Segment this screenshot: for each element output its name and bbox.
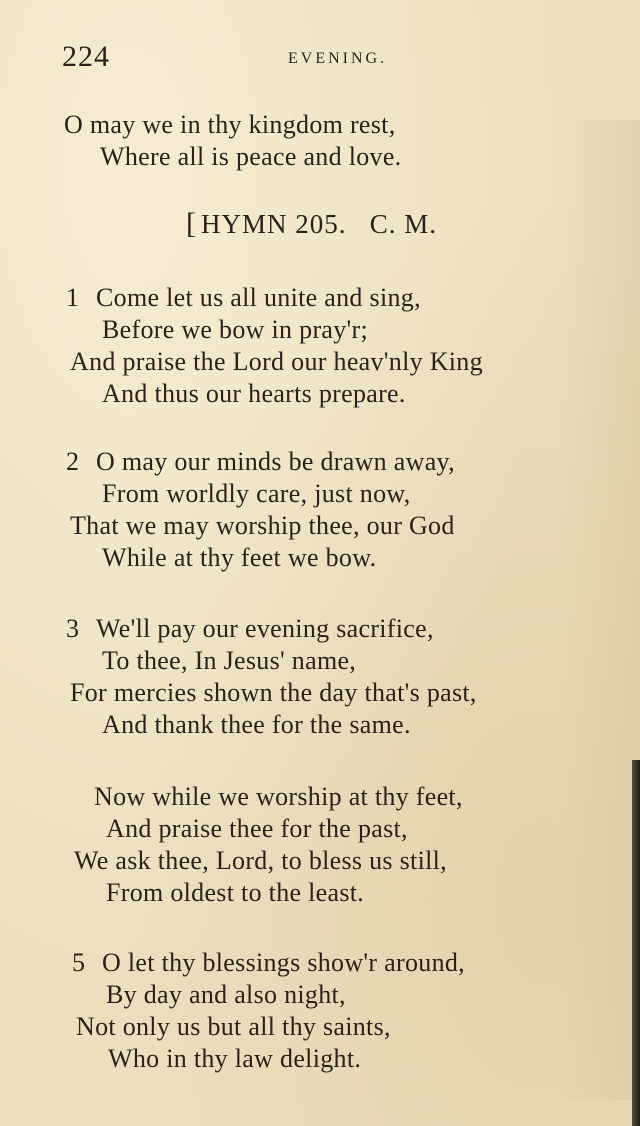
hymn-title [186, 207, 437, 241]
stanza-number: 5 [72, 948, 86, 977]
stanza-2-line-2: From worldly care, just now, [102, 479, 411, 508]
carryover-line-1: O may we in thy kingdom rest, [64, 110, 396, 139]
page-number: 224 [62, 40, 110, 73]
stanza-3-line-1 [66, 614, 434, 644]
show-through-shadow [560, 120, 640, 1100]
stanza-1-line-1 [66, 283, 421, 313]
hymn-meter: C. M. [369, 209, 438, 239]
title-bracket: [ [186, 207, 197, 240]
stanza-4-line-3: We ask thee, Lord, to bless us still, [74, 846, 447, 875]
stanza-5-line-3: Not only us but all thy saints, [76, 1012, 391, 1041]
carryover-line-2: Where all is peace and love. [100, 142, 402, 171]
stanza-4-line-2: And praise thee for the past, [106, 814, 408, 843]
stanza-3-line-3: For mercies shown the day that's past, [70, 678, 477, 707]
stanza-1-line-2: Before we bow in pray'r; [102, 315, 369, 344]
stanza-4-line-4: From oldest to the least. [106, 878, 365, 907]
stanza-5-line-2: By day and also night, [106, 980, 346, 1009]
stanza-2-line-1 [66, 447, 455, 477]
stanza-1-line-3: And praise the Lord our heav'nly King [70, 347, 483, 376]
page-header [62, 40, 582, 80]
running-head: EVENING. [288, 50, 388, 67]
verse-line: O may our minds be drawn away, [96, 447, 455, 476]
hymn-number: HYMN 205. [201, 209, 347, 239]
stanza-number: 1 [66, 283, 80, 312]
stanza-number: 3 [66, 614, 80, 643]
stanza-number: 2 [66, 447, 80, 476]
stanza-1-line-4: And thus our hearts prepare. [102, 379, 406, 408]
verse-line: Come let us all unite and sing, [96, 283, 421, 312]
stanza-3-line-2: To thee, In Jesus' name, [102, 646, 357, 675]
verse-line: We'll pay our evening sacrifice, [96, 614, 434, 643]
stanza-5-line-1 [72, 948, 465, 978]
stanza-2-line-4: While at thy feet we bow. [102, 543, 377, 572]
stanza-5-line-4: Who in thy law delight. [108, 1044, 362, 1073]
stanza-3-line-4: And thank thee for the same. [102, 710, 411, 739]
verse-line: O let thy blessings show'r around, [102, 948, 465, 977]
page-edge-shadow [632, 760, 640, 1126]
stanza-2-line-3: That we may worship thee, our God [70, 511, 455, 540]
stanza-4-line-1: Now while we worship at thy feet, [94, 782, 463, 811]
